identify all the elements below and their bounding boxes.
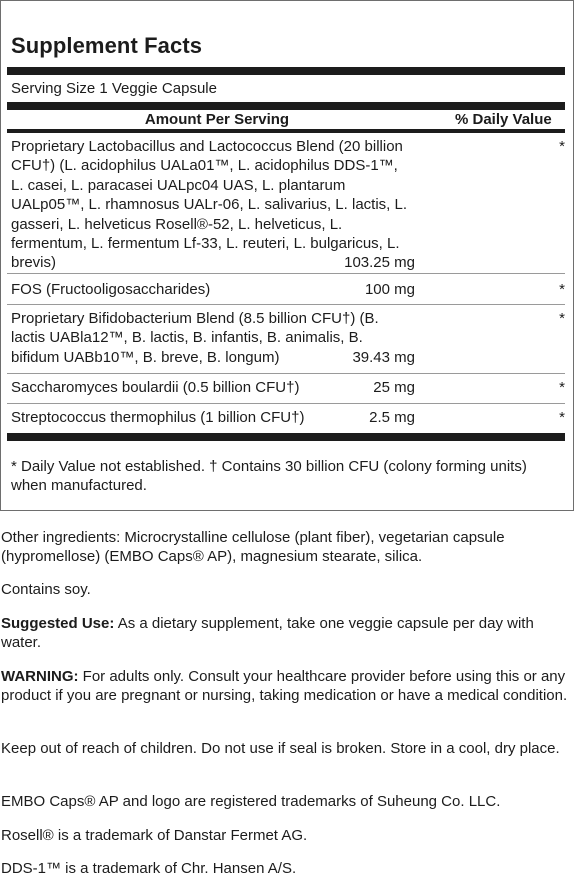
nutrient-row-streptococcus <box>11 408 565 427</box>
nutrient-row-fos <box>11 280 565 299</box>
row-divider <box>7 273 565 274</box>
nutrient-daily-value: * <box>559 379 565 396</box>
nutrient-amount: 39.43 mg <box>352 348 415 366</box>
divider-thick <box>7 433 565 441</box>
divider-thick <box>7 102 565 110</box>
serving-size: Serving Size 1 Veggie Capsule <box>11 80 217 97</box>
nutrient-name: Proprietary Lactobacillus and Lactococcus Blend (20 billion CFU†) (L. acidophilus UALa01™, L. acidophilus DDS-1™, L. casei, L. paracasei UALpc04 UAS, L. plantarum UALp05™, L. rhamnosus UALr-06, L. salivarius, L. lactis, L. gasseri, L. helveticus Rosell®-52, L. helveticus, L. fermentum, L. fermentum Lf-33, L. reuteri, L. bulgaricus, L. brevis) <box>11 138 408 272</box>
trademark-embo: EMBO Caps® AP and logo are registered trademarks of Suheung Co. LLC. <box>1 793 501 810</box>
nutrient-amount: 2.5 mg <box>369 409 415 426</box>
suggested-use <box>1 614 571 652</box>
row-divider <box>7 373 565 374</box>
facts-footnote: * Daily Value not established. † Contains 30 billion CFU (colony forming units) when manufactured. <box>11 458 527 494</box>
trademark-rosell: Rosell® is a trademark of Danstar Fermet AG. <box>1 827 308 844</box>
nutrient-row-saccharomyces <box>11 378 565 397</box>
nutrient-daily-value: * <box>559 138 565 155</box>
allergen-statement: Contains soy. <box>1 581 91 598</box>
header-amount-per-serving: Amount Per Serving <box>144 111 290 128</box>
nutrient-row-bifidobacterium-blend <box>11 309 565 367</box>
trademark-dds: DDS-1™ is a trademark of Chr. Hansen A/S. <box>1 860 297 877</box>
nutrient-name: Proprietary Bifidobacterium Blend (8.5 billion CFU†) (B. lactis UABla12™, B. lactis, B. infantis, B. animalis, B. bifidum UABb10™, B. breve, B. longum) <box>11 310 379 366</box>
divider-thick <box>7 67 565 75</box>
header-daily-value: % Daily Value <box>455 111 552 128</box>
nutrient-amount: 103.25 mg <box>344 254 415 272</box>
storage-instructions: Keep out of reach of children. Do not use if seal is broken. Store in a cool, dry place. <box>1 740 560 757</box>
nutrient-amount: 100 mg <box>364 281 415 298</box>
warning <box>1 667 571 705</box>
warning-text: For adults only. Consult your healthcare provider before using this or any product if you are pregnant or nursing, taking medication or have a medical condition. <box>1 668 568 704</box>
row-divider <box>7 304 565 305</box>
divider-medium <box>7 129 565 133</box>
nutrient-daily-value: * <box>559 281 565 298</box>
suggested-use-label: Suggested Use: <box>1 615 115 632</box>
nutrient-row-lactobacillus-blend <box>11 137 565 273</box>
nutrient-daily-value: * <box>559 409 565 426</box>
nutrient-daily-value: * <box>559 310 565 327</box>
other-ingredients: Other ingredients: Microcrystalline cellulose (plant fiber), vegetarian capsule (hypromellose) (EMBO Caps® AP), magnesium stearate, silica. <box>1 529 505 565</box>
row-divider <box>7 403 565 404</box>
nutrient-name: Streptococcus thermophilus (1 billion CFU†) <box>11 409 305 426</box>
nutrient-amount: 25 mg <box>373 379 415 396</box>
nutrient-name: FOS (Fructooligosaccharides) <box>11 281 211 298</box>
panel-title: Supplement Facts <box>11 33 203 58</box>
suggested-use-text: As a dietary supplement, take one veggie capsule per day with water. <box>1 615 534 651</box>
warning-label: WARNING: <box>1 668 79 685</box>
nutrient-name: Saccharomyces boulardii (0.5 billion CFU†) <box>11 379 300 396</box>
